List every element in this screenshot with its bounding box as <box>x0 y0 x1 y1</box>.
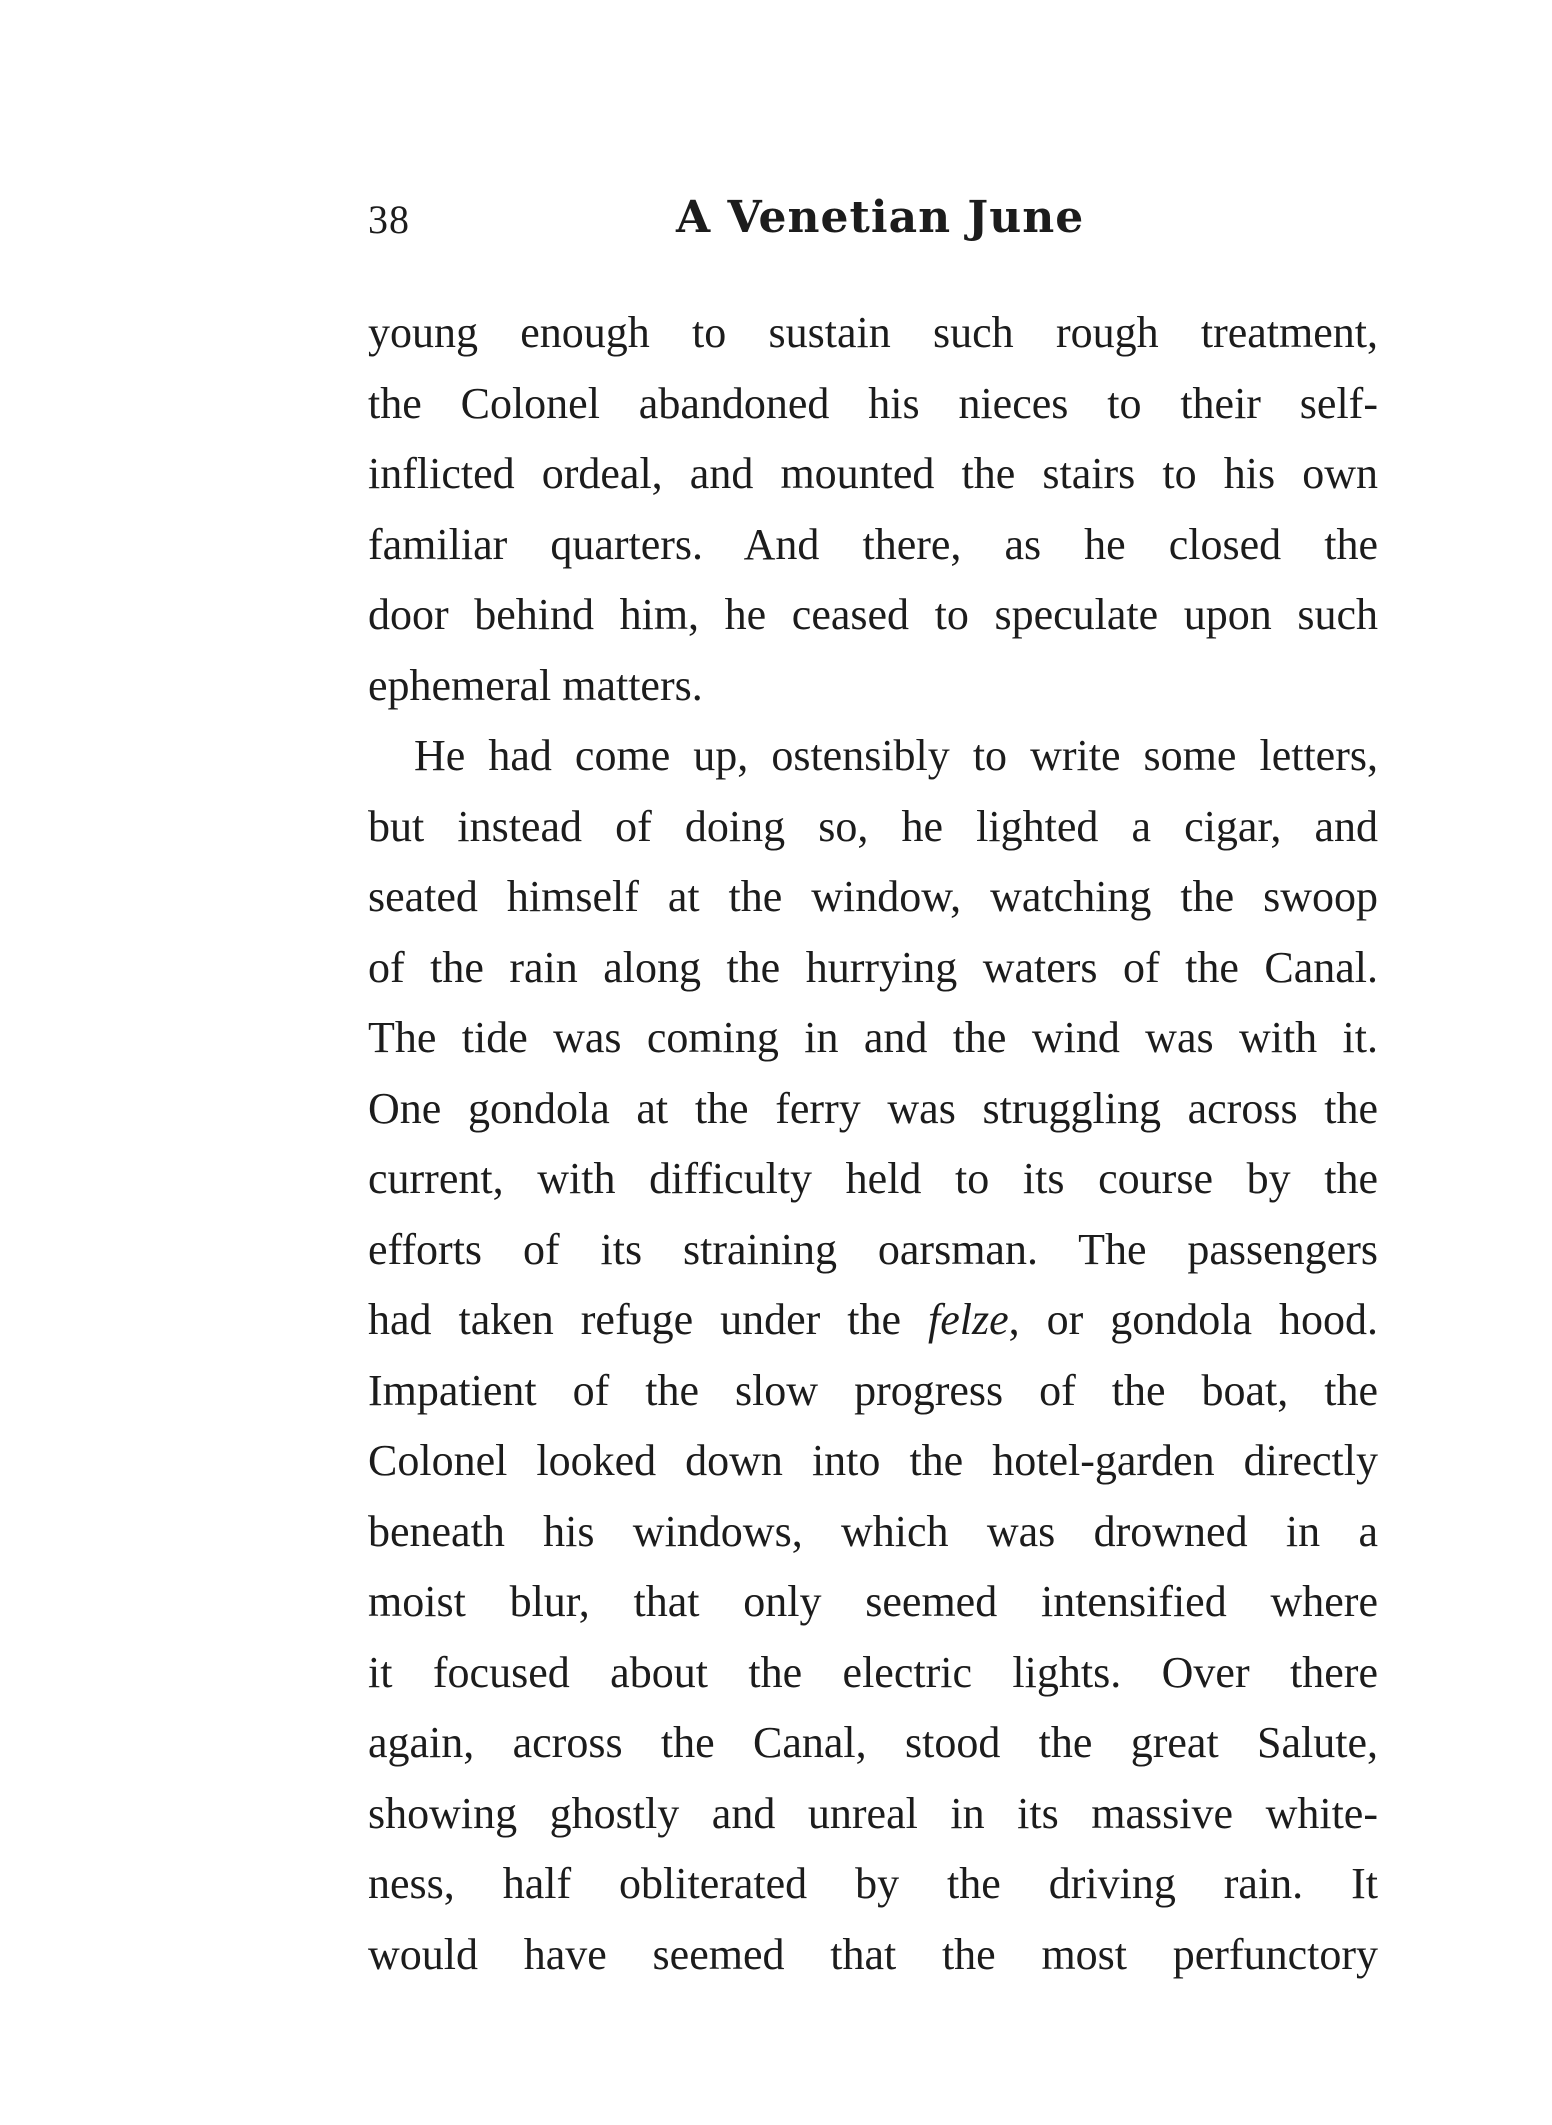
text-line: familiar quarters. And there, as he closed the <box>368 519 1378 569</box>
text-line: current, with difficulty held to its course by the <box>368 1154 1378 1203</box>
body-text <box>368 298 1378 1990</box>
text-line: would have seemed that the most perfunctory <box>368 1929 1378 1979</box>
text-line: beneath his windows, which was drowned in a <box>368 1506 1378 1556</box>
text-line: Impatient of the slow progress of the boat, the <box>368 1365 1378 1415</box>
text-line: of the rain along the hurrying waters of the Canal. <box>368 942 1378 992</box>
text-line: moist blur, that only seemed intensified where <box>368 1577 1378 1626</box>
running-title: A Venetian June <box>676 192 1085 243</box>
text-line: The tide was coming in and the wind was with it. <box>368 1013 1378 1062</box>
text-line: ness, half obliterated by the driving rain. It <box>368 1859 1378 1908</box>
text-line: Colonel looked down into the hotel-garden directly <box>368 1436 1378 1485</box>
text-line-with-italic <box>368 1285 1378 1356</box>
running-head <box>368 192 1378 256</box>
paragraph-2 <box>368 721 1378 1990</box>
text-segment: had taken refuge under the <box>368 1295 902 1344</box>
text-line: ephemeral matters. <box>368 660 703 710</box>
text-line: door behind him, he ceased to speculate upon such <box>368 590 1378 639</box>
text-line: young enough to sustain such rough treatment, <box>368 308 1378 357</box>
text-line: He had come up, ostensibly to write some letters, <box>414 731 1378 780</box>
text-line: showing ghostly and unreal in its massive white- <box>368 1788 1378 1838</box>
text-line: inflicted ordeal, and mounted the stairs to his own <box>368 449 1378 498</box>
text-line: the Colonel abandoned his nieces to their self- <box>368 378 1378 428</box>
page-number: 38 <box>368 197 410 242</box>
paragraph-1 <box>368 298 1378 721</box>
text-line: efforts of its straining oarsman. The passengers <box>368 1224 1378 1274</box>
text-line: seated himself at the window, watching the swoop <box>368 872 1378 921</box>
text-line: One gondola at the ferry was struggling across the <box>368 1083 1378 1133</box>
text-line: it focused about the electric lights. Over there <box>368 1647 1378 1697</box>
italic-term: felze <box>928 1295 1009 1344</box>
text-line: again, across the Canal, stood the great Salute, <box>368 1718 1378 1767</box>
text-line: but instead of doing so, he lighted a cigar, and <box>368 801 1378 851</box>
text-segment: , or gondola hood. <box>1008 1295 1378 1344</box>
